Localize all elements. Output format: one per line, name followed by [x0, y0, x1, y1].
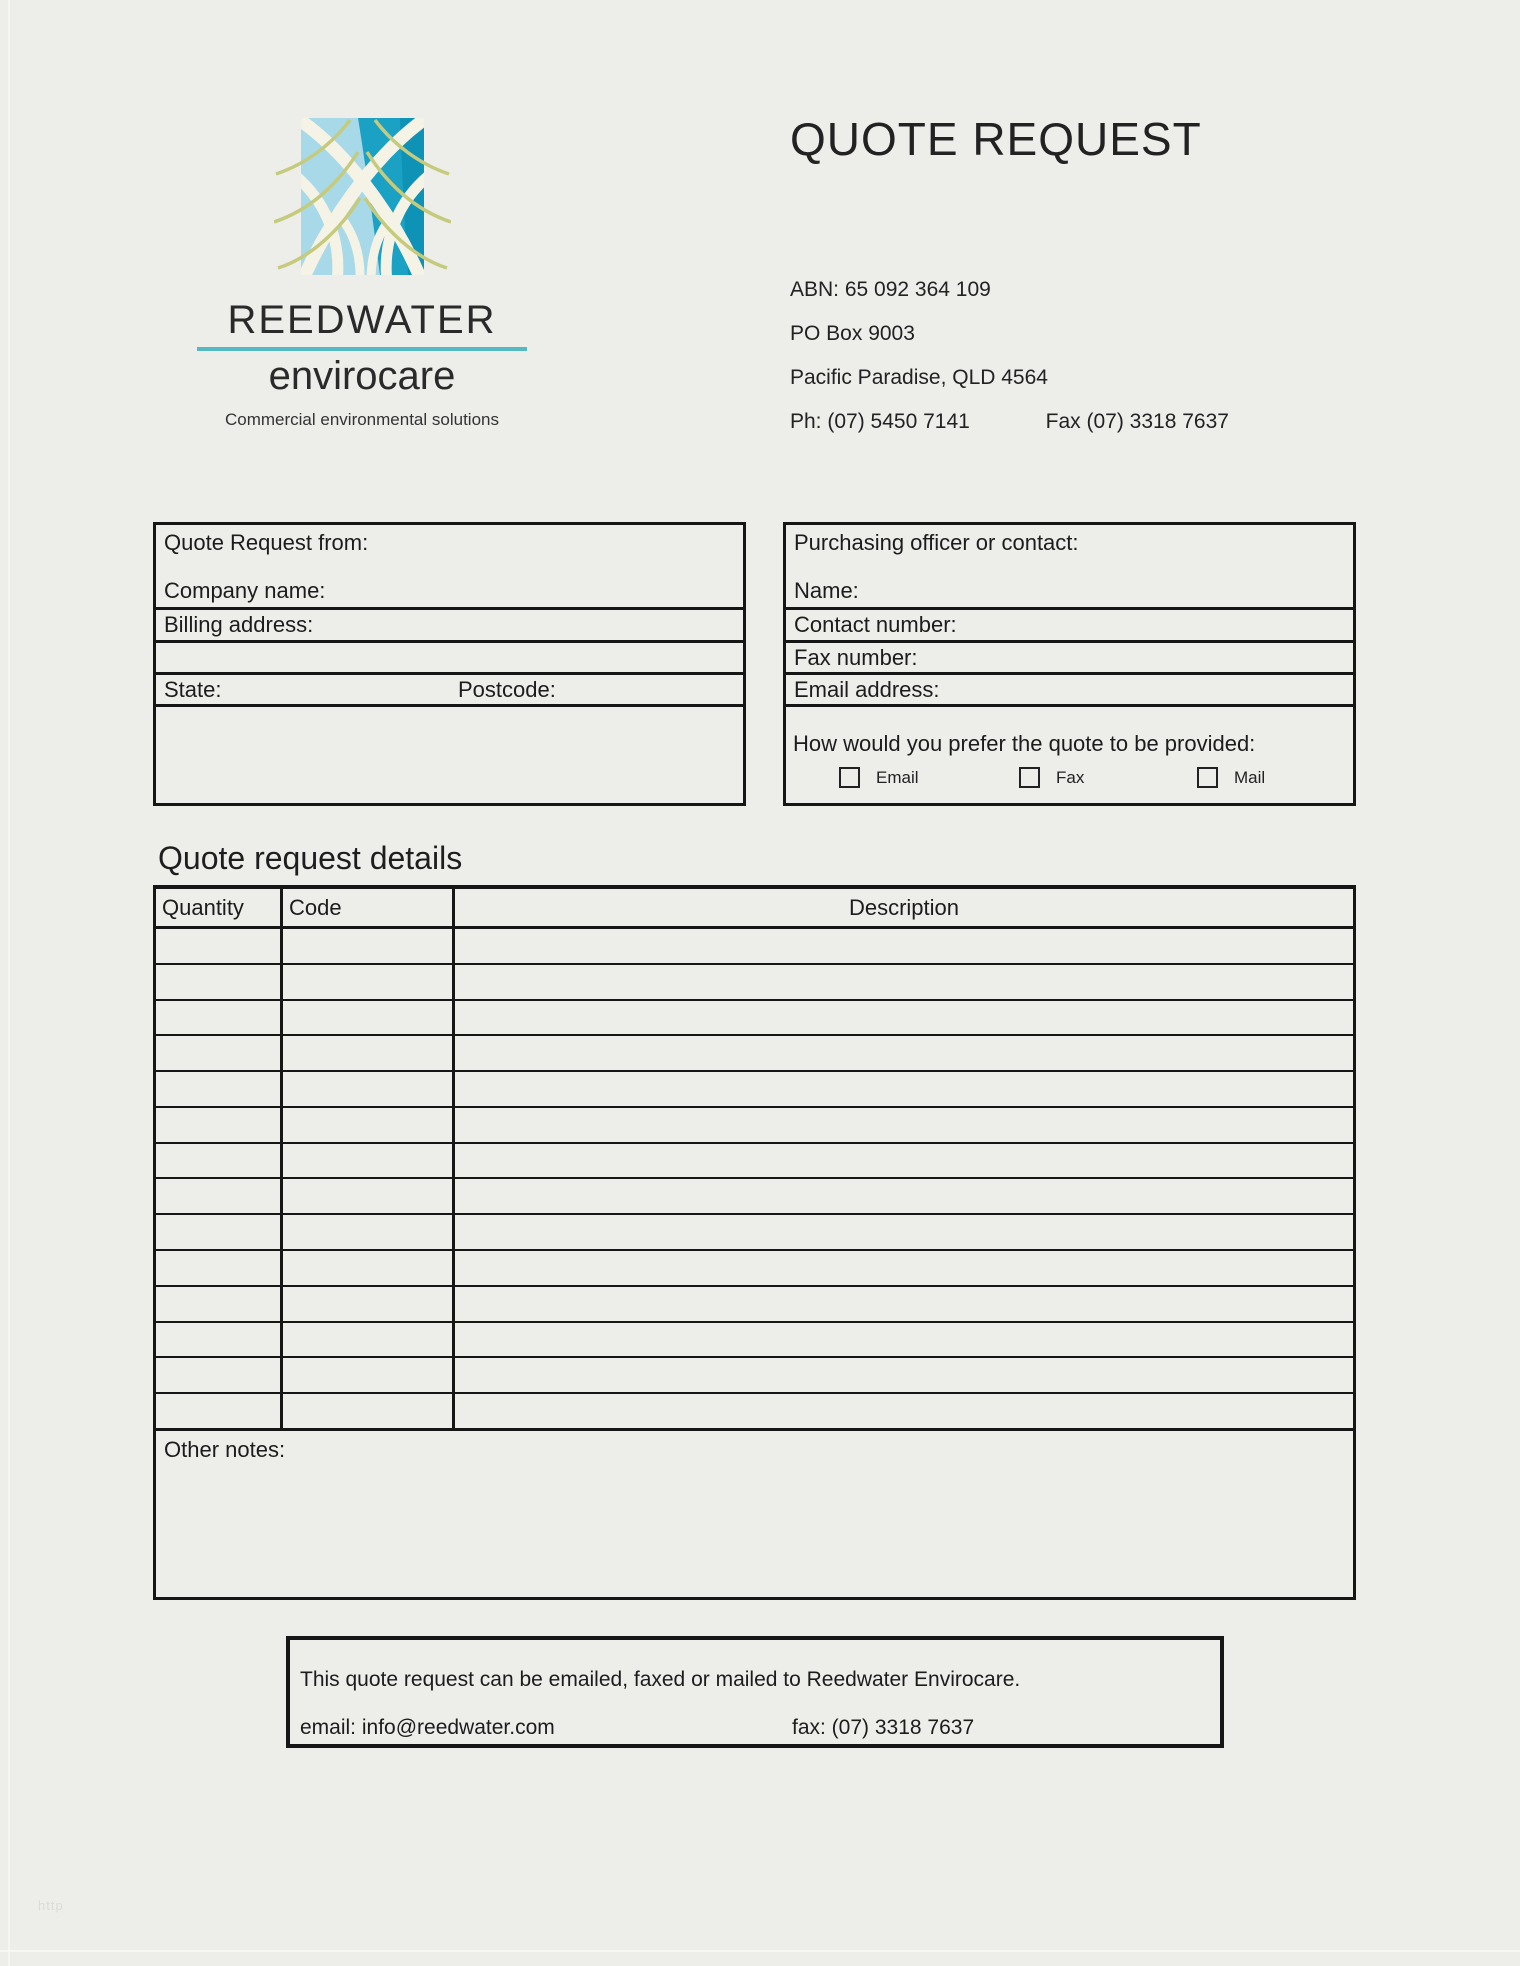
table-cell-description[interactable] [455, 1323, 1353, 1357]
page-edge-bottom [0, 1950, 1520, 1952]
option-fax [1019, 767, 1084, 788]
table-cell-code[interactable] [283, 1072, 455, 1106]
fax-checkbox[interactable] [1019, 767, 1040, 788]
contact-box-title: Purchasing officer or contact: [794, 530, 1079, 555]
table-cell-code[interactable] [283, 1251, 455, 1285]
company-phone: Ph: (07) 5450 7141 [790, 410, 970, 433]
table-cell-quantity[interactable] [156, 929, 283, 963]
table-cell-description[interactable] [455, 1001, 1353, 1035]
submission-info-box [286, 1636, 1224, 1748]
table-row [156, 1108, 1353, 1144]
column-header-description: Description [848, 894, 960, 920]
email-address-label: Email address: [794, 676, 940, 702]
table-row [156, 1323, 1353, 1359]
quote-table-body [156, 929, 1353, 1428]
table-cell-code[interactable] [283, 1179, 455, 1213]
table-cell-quantity[interactable] [156, 1251, 283, 1285]
submission-instructions: This quote request can be emailed, faxed or mailed to Reedwater Envirocare. [300, 1668, 1021, 1691]
table-cell-description[interactable] [455, 1179, 1353, 1213]
table-cell-quantity[interactable] [156, 1215, 283, 1249]
fax-number-field[interactable] [786, 643, 1353, 675]
table-cell-quantity[interactable] [156, 1323, 283, 1357]
brand-subname: envirocare [268, 354, 456, 398]
table-cell-code[interactable] [283, 1108, 455, 1142]
company-name-field[interactable] [156, 525, 743, 610]
email-address-field[interactable] [786, 675, 1353, 707]
column-header-quantity: Quantity [156, 889, 283, 926]
name-label: Name: [794, 578, 859, 603]
table-cell-code[interactable] [283, 929, 455, 963]
fax-number-label: Fax number: [794, 644, 918, 670]
table-cell-code[interactable] [283, 1001, 455, 1035]
details-heading: Quote request details [158, 840, 463, 876]
option-mail [1197, 767, 1265, 788]
table-row [156, 965, 1353, 1001]
table-cell-code[interactable] [283, 1323, 455, 1357]
table-row [156, 1179, 1353, 1215]
table-header-row [156, 889, 1353, 929]
submission-fax: fax: (07) 3318 7637 [792, 1716, 975, 1739]
mail-checkbox-label: Mail [1234, 767, 1266, 787]
table-row [156, 1394, 1353, 1428]
table-row [156, 1251, 1353, 1287]
company-city: Pacific Paradise, QLD 4564 [790, 366, 1048, 389]
brand-name: REEDWATER [227, 298, 497, 342]
billing-address-line2-field[interactable] [156, 643, 743, 675]
table-cell-quantity[interactable] [156, 1358, 283, 1392]
table-cell-code[interactable] [283, 1144, 455, 1178]
email-checkbox[interactable] [839, 767, 860, 788]
table-cell-code[interactable] [283, 1215, 455, 1249]
table-cell-description[interactable] [455, 1144, 1353, 1178]
table-cell-quantity[interactable] [156, 965, 283, 999]
table-cell-quantity[interactable] [156, 1287, 283, 1321]
table-cell-quantity[interactable] [156, 1072, 283, 1106]
contact-number-field[interactable] [786, 610, 1353, 643]
reedwater-logo-icon [274, 112, 451, 275]
other-notes-label: Other notes: [164, 1437, 286, 1462]
watermark-text: http [38, 1898, 64, 1913]
table-cell-quantity[interactable] [156, 1394, 283, 1428]
from-box-title: Quote Request from: [164, 530, 369, 555]
table-row [156, 1036, 1353, 1072]
table-cell-quantity[interactable] [156, 1144, 283, 1178]
table-row [156, 1215, 1353, 1251]
officer-name-field[interactable] [786, 525, 1353, 610]
table-cell-code[interactable] [283, 1394, 455, 1428]
table-row [156, 1072, 1353, 1108]
table-cell-description[interactable] [455, 1394, 1353, 1428]
table-row [156, 1287, 1353, 1323]
table-cell-code[interactable] [283, 1358, 455, 1392]
contact-number-label: Contact number: [794, 612, 957, 637]
table-cell-code[interactable] [283, 1287, 455, 1321]
other-notes-box[interactable] [153, 1428, 1356, 1600]
column-header-code: Code [283, 889, 455, 926]
page-title: QUOTE REQUEST [790, 113, 1202, 165]
company-abn: ABN: 65 092 364 109 [790, 278, 991, 301]
table-cell-description[interactable] [455, 965, 1353, 999]
submission-email: email: info@reedwater.com [300, 1716, 555, 1739]
table-row [156, 1144, 1353, 1180]
email-checkbox-label: Email [876, 767, 919, 787]
table-cell-description[interactable] [455, 1072, 1353, 1106]
table-cell-quantity[interactable] [156, 1108, 283, 1142]
state-postcode-field[interactable] [156, 675, 743, 707]
company-contact-block [790, 268, 1229, 444]
brand-tagline: Commercial environmental solutions [224, 410, 499, 429]
table-cell-code[interactable] [283, 1036, 455, 1070]
table-cell-description[interactable] [455, 929, 1353, 963]
table-cell-description[interactable] [455, 1358, 1353, 1392]
table-cell-code[interactable] [283, 965, 455, 999]
table-row [156, 1001, 1353, 1037]
table-cell-quantity[interactable] [156, 1036, 283, 1070]
company-fax: Fax (07) 3318 7637 [1045, 410, 1229, 433]
billing-address-label: Billing address: [164, 612, 314, 637]
company-name-label: Company name: [164, 578, 326, 603]
table-cell-description[interactable] [455, 1108, 1353, 1142]
table-cell-quantity[interactable] [156, 1001, 283, 1035]
fax-checkbox-label: Fax [1056, 767, 1085, 787]
from-box-extra-area[interactable] [156, 707, 743, 794]
option-email [839, 767, 919, 788]
brand-underline [197, 347, 527, 351]
billing-address-field[interactable] [156, 610, 743, 643]
page-edge-left [8, 0, 10, 1966]
company-po-box: PO Box 9003 [790, 322, 915, 345]
preference-question: How would you prefer the quote to be provided: [793, 731, 1256, 756]
table-cell-description[interactable] [455, 1287, 1353, 1321]
company-phone-fax-line [790, 400, 1229, 444]
table-cell-description[interactable] [455, 1036, 1353, 1070]
table-cell-quantity[interactable] [156, 1179, 283, 1213]
table-row [156, 1358, 1353, 1394]
quote-preference-area [786, 707, 1353, 794]
quote-items-table [153, 885, 1356, 1431]
table-row [156, 929, 1353, 965]
table-cell-description[interactable] [455, 1215, 1353, 1249]
brand-block [150, 112, 574, 430]
postcode-label: Postcode: [458, 676, 556, 702]
state-label: State: [164, 676, 222, 702]
mail-checkbox[interactable] [1197, 767, 1218, 788]
purchasing-officer-box [783, 522, 1356, 806]
quote-request-from-box [153, 522, 746, 806]
table-cell-description[interactable] [455, 1251, 1353, 1285]
